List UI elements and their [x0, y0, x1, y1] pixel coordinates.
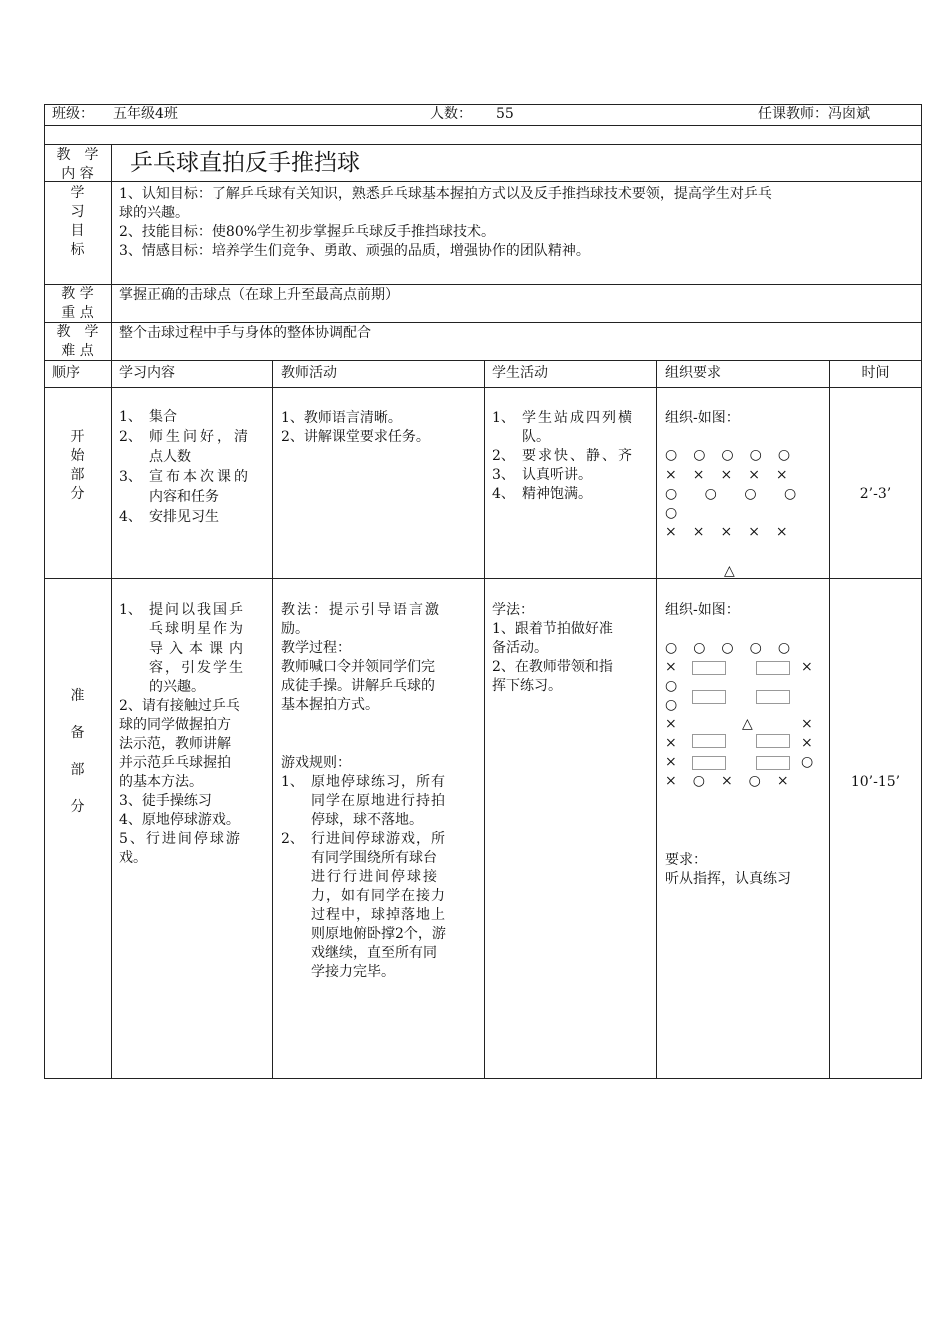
formation-row: ○: [665, 505, 678, 521]
formation-row: ○ ○ ○ ○ ○: [665, 447, 792, 463]
student-o-icon: ○: [665, 678, 678, 694]
count-value: 55: [496, 106, 514, 122]
section2-label: 准 备 部 分: [70, 688, 85, 815]
col-order: 顺序: [52, 365, 80, 381]
goals-text: 1、认知目标：了解乒乓球有关知识，熟悉乒乓球基本握拍方式以及反手推挡球技术要领，提高学生对乒乓 球的兴趣。 2、技能目标：使80%学生初步掌握乒乓球反手推挡球技术。 3、情感目标：培养学生们竞争、勇敢、顽强的品质，增强协作的团队精神。: [119, 186, 772, 259]
col-student: 学生活动: [492, 365, 548, 381]
student-o-icon: ○: [665, 697, 678, 713]
section1-label: 开 始 部 分: [70, 429, 85, 502]
student-x-icon: ×: [665, 716, 677, 732]
formation-row: ○ ○ ○ ○: [665, 486, 800, 502]
formation-row: × ○ × ○ ×: [665, 773, 790, 789]
lesson-title: 乒乓球直拍反手推挡球: [130, 150, 360, 176]
col-time: 时间: [861, 365, 890, 381]
table-tennis-table: [756, 661, 790, 675]
formation-row: × × × × ×: [665, 524, 789, 540]
key-point-label: 教 学 重 点: [61, 286, 94, 321]
table-tennis-table: [692, 690, 726, 704]
student-x-icon: ×: [801, 735, 813, 751]
teacher-label: 任课教师：冯囱斌: [758, 106, 870, 122]
col-content: 学习内容: [119, 365, 175, 381]
student-x-icon: ×: [665, 754, 677, 770]
student-x-icon: ×: [665, 735, 677, 751]
goals-label: 学 习 目 标: [70, 185, 85, 258]
content-label: 教 学 内 容: [56, 147, 99, 182]
table-tennis-table: [692, 661, 726, 675]
requirement-text: 听从指挥，认真练习: [665, 871, 791, 887]
table-tennis-table: [692, 756, 726, 770]
section2-time: 10’-15’: [850, 774, 901, 790]
student-x-icon: ×: [801, 716, 813, 732]
difficulty-label: 教 学 难 点: [56, 324, 99, 359]
difficulty-text: 整个击球过程中手与身体的整体协调配合: [119, 325, 371, 341]
section1-time: 2’-3’: [859, 486, 892, 502]
class-value: 五年级4班: [113, 106, 178, 122]
table-tennis-table: [756, 734, 790, 748]
table-tennis-table: [692, 734, 726, 748]
col-org: 组织要求: [665, 365, 721, 381]
teacher-triangle-icon: △: [742, 716, 753, 732]
teacher-triangle-icon: △: [724, 563, 735, 579]
org-title: 组织-如图：: [665, 602, 740, 618]
student-x-icon: ×: [801, 659, 813, 675]
table-tennis-table: [756, 756, 790, 770]
student-o-icon: ○: [801, 754, 814, 770]
table-tennis-table: [756, 690, 790, 704]
key-point-text: 掌握正确的击球点（在球上升至最高点前期）: [119, 287, 399, 303]
class-label: 班级：: [52, 106, 94, 122]
count-label: 人数：: [430, 106, 472, 122]
student-x-icon: ×: [665, 659, 677, 675]
requirement-title: 要求：: [665, 852, 707, 868]
formation-row: ○ ○ ○ ○ ○: [665, 640, 792, 656]
org-title: 组织-如图：: [665, 410, 740, 426]
formation-row: × × × × ×: [665, 467, 789, 483]
col-teacher: 教师活动: [281, 365, 337, 381]
